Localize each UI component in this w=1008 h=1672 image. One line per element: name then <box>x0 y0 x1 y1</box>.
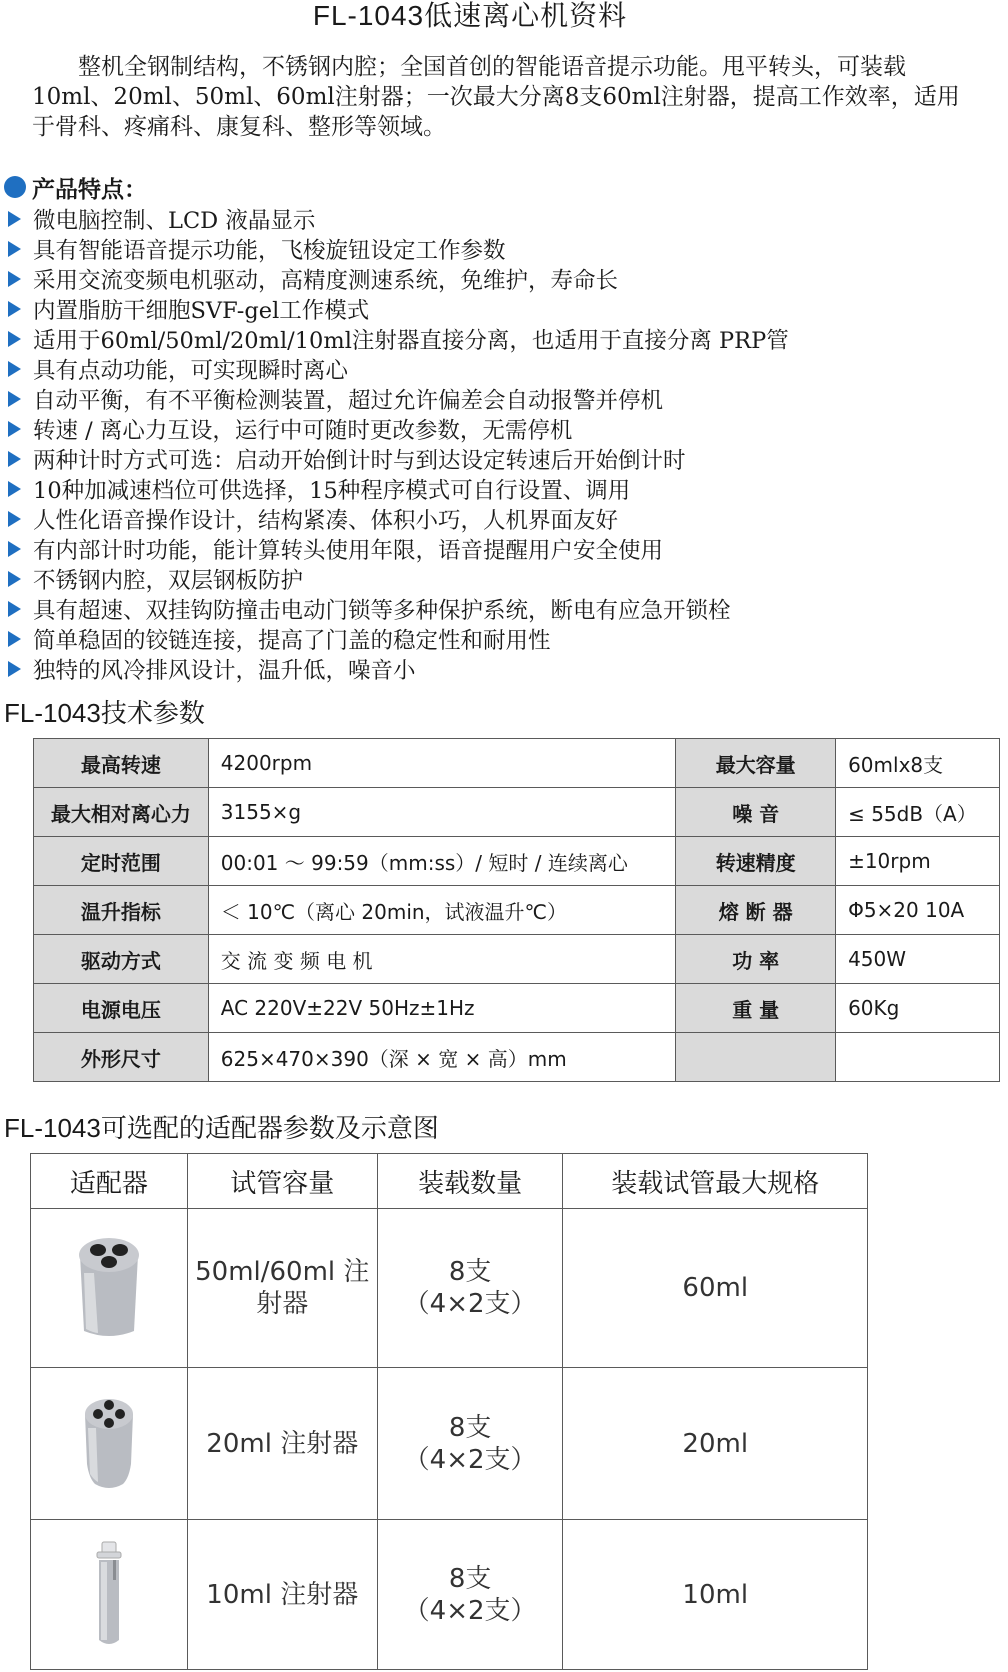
spec-value: ±10rpm <box>836 837 1000 886</box>
spec-value: 3155×g <box>208 788 676 837</box>
adapters-title: FL-1043可选配的适配器参数及示意图 <box>4 1113 439 1143</box>
spec-label: 定时范围 <box>34 837 209 886</box>
triangle-bullet-icon <box>8 451 21 467</box>
triangle-bullet-icon <box>8 661 21 677</box>
quantity-cell <box>377 1209 563 1368</box>
spec-value: 60Kg <box>836 984 1000 1033</box>
spec-label: 功 率 <box>676 935 836 984</box>
adapter-image-cell <box>31 1209 188 1368</box>
capacity-cell: 50ml/60ml 注射器 <box>187 1209 377 1368</box>
table-row <box>34 739 1000 788</box>
feature-item <box>4 294 789 324</box>
table-row <box>34 837 1000 886</box>
column-header: 装载试管最大规格 <box>563 1154 868 1209</box>
spec-label: 转速精度 <box>676 837 836 886</box>
spec-label: 电源电压 <box>34 984 209 1033</box>
table-row <box>31 1520 868 1670</box>
table-row <box>34 886 1000 935</box>
quantity-value: 8支 <box>448 1257 492 1287</box>
feature-item <box>4 414 789 444</box>
spec-label: 熔 断 器 <box>676 886 836 935</box>
spec-label: 最大相对离心力 <box>34 788 209 837</box>
spec-value: AC 220V±22V 50Hz±1Hz <box>208 984 676 1033</box>
quantity-detail: （4×2支） <box>403 1595 537 1626</box>
quantity-value: 8支 <box>448 1412 492 1443</box>
adapter-image-cell <box>31 1520 188 1670</box>
feature-text: 具有智能语音提示功能，飞梭旋钮设定工作参数 <box>33 238 506 264</box>
features-heading <box>4 172 147 202</box>
feature-item <box>4 234 789 264</box>
max-spec-cell: 60ml <box>563 1209 868 1368</box>
spec-value: 4200rpm <box>208 739 676 788</box>
spec-label: 最大容量 <box>676 739 836 788</box>
feature-item <box>4 534 789 564</box>
spec-label: 外形尺寸 <box>34 1033 209 1082</box>
spec-value: 60mlx8支 <box>836 739 1000 788</box>
triangle-bullet-icon <box>8 511 21 527</box>
spec-label: 噪 音 <box>676 788 836 837</box>
feature-text: 转速 / 离心力互设，运行中可随时更改参数，无需停机 <box>33 418 573 444</box>
triangle-bullet-icon <box>8 481 21 497</box>
spec-value: 450W <box>836 935 1000 984</box>
quantity-detail: （4×2支） <box>403 1444 537 1475</box>
triangle-bullet-icon <box>8 601 21 617</box>
triangle-bullet-icon <box>8 571 21 587</box>
triangle-bullet-icon <box>8 631 21 647</box>
spec-label: 最高转速 <box>34 739 209 788</box>
feature-item <box>4 624 789 654</box>
spec-value: Φ5×20 10A <box>836 886 1000 935</box>
feature-text: 独特的风冷排风设计，温升低，噪音小 <box>33 658 416 684</box>
page-title: FL-1043低速离心机资料 <box>312 0 628 31</box>
triangle-bullet-icon <box>8 421 21 437</box>
table-row <box>31 1368 868 1520</box>
column-header: 装载数量 <box>377 1154 563 1209</box>
feature-item <box>4 564 789 594</box>
spec-label: 驱动方式 <box>34 935 209 984</box>
quantity-cell <box>377 1368 563 1520</box>
column-header: 试管容量 <box>187 1154 377 1209</box>
specs-table <box>33 738 1000 1082</box>
triangle-bullet-icon <box>8 301 21 317</box>
feature-text: 采用交流变频电机驱动，高精度测速系统，免维护，寿命长 <box>33 268 619 294</box>
specs-title: FL-1043技术参数 <box>4 698 205 728</box>
feature-text: 简单稳固的铰链连接，提高了门盖的稳定性和耐用性 <box>33 628 551 654</box>
feature-item <box>4 354 789 384</box>
feature-text: 人性化语音操作设计，结构紧凑、体积小巧，人机界面友好 <box>33 508 619 534</box>
triangle-bullet-icon <box>8 331 21 347</box>
feature-item <box>4 654 789 684</box>
features-heading-label: 产品特点： <box>32 175 147 203</box>
feature-text: 有内部计时功能，能计算转头使用年限，语音提醒用户安全使用 <box>33 538 664 564</box>
feature-text: 微电脑控制、LCD 液晶显示 <box>33 208 316 234</box>
adapter-3hole-icon <box>74 1233 144 1343</box>
spec-value: ≤ 55dB（A） <box>836 788 1000 837</box>
feature-text: 具有点动功能，可实现瞬时离心 <box>33 358 349 384</box>
feature-text: 适用于60ml/50ml/20ml/10ml注射器直接分离，也适用于直接分离 PRP管 <box>33 328 789 354</box>
max-spec-cell: 20ml <box>563 1368 868 1520</box>
spec-value: ＜ 10℃（离心 20min，试液温升℃） <box>208 886 676 935</box>
spec-value <box>836 1033 1000 1082</box>
table-row <box>34 935 1000 984</box>
quantity-detail: （4×2支） <box>403 1289 537 1319</box>
triangle-bullet-icon <box>8 391 21 407</box>
adapter-image-cell <box>31 1368 188 1520</box>
triangle-bullet-icon <box>8 271 21 287</box>
capacity-cell: 20ml 注射器 <box>187 1368 377 1520</box>
feature-text: 具有超速、双挂钩防撞击电动门锁等多种保护系统，断电有应急开锁栓 <box>33 598 731 624</box>
column-header: 适配器 <box>31 1154 188 1209</box>
triangle-bullet-icon <box>8 361 21 377</box>
spec-label <box>676 1033 836 1082</box>
max-spec-cell: 10ml <box>563 1520 868 1670</box>
quantity-cell <box>377 1520 563 1670</box>
spec-label: 重 量 <box>676 984 836 1033</box>
spec-value: 00:01 ～ 99:59（mm:ss）/ 短时 / 连续离心 <box>208 837 676 886</box>
triangle-bullet-icon <box>8 241 21 257</box>
spec-value: 625×470×390（深 × 宽 × 高）mm <box>208 1033 676 1082</box>
feature-text: 自动平衡，有不平衡检测装置，超过允许偏差会自动报警并停机 <box>33 388 664 414</box>
feature-item <box>4 594 789 624</box>
capacity-cell: 10ml 注射器 <box>187 1520 377 1670</box>
syringe-holder-icon <box>89 1540 129 1650</box>
feature-item <box>4 264 789 294</box>
adapters-table <box>30 1153 868 1670</box>
features-list <box>4 204 789 684</box>
intro-paragraph <box>32 52 982 142</box>
bullet-dot-icon <box>4 176 26 198</box>
spec-value: 交 流 变 频 电 机 <box>208 935 676 984</box>
triangle-bullet-icon <box>8 541 21 557</box>
table-row <box>34 788 1000 837</box>
feature-text: 内置脂肪干细胞SVF-gel工作模式 <box>33 298 370 324</box>
table-row <box>34 1033 1000 1082</box>
triangle-bullet-icon <box>8 211 21 227</box>
feature-text: 10种加减速档位可供选择，15种程序模式可自行设置、调用 <box>33 478 631 504</box>
adapter-4hole-icon <box>79 1394 139 1494</box>
table-row <box>31 1209 868 1368</box>
feature-item <box>4 204 789 234</box>
feature-item <box>4 504 789 534</box>
feature-text: 两种计时方式可选：启动开始倒计时与到达设定转速后开始倒计时 <box>33 448 686 474</box>
feature-item <box>4 324 789 354</box>
feature-item <box>4 474 789 504</box>
table-row <box>34 984 1000 1033</box>
spec-label: 温升指标 <box>34 886 209 935</box>
feature-text: 不锈钢内腔，双层钢板防护 <box>33 568 304 594</box>
table-header-row <box>31 1154 868 1209</box>
quantity-value: 8支 <box>448 1563 492 1594</box>
feature-item <box>4 444 789 474</box>
feature-item <box>4 384 789 414</box>
intro-text: 整机全钢制结构，不锈钢内腔；全国首创的智能语音提示功能。甩平转头，可装载10ml、20ml、50ml、60ml注射器；一次最大分离8支60ml注射器，提高工作效率，适用于骨科、疼痛科、康复科、整形等领域。 <box>32 54 960 140</box>
